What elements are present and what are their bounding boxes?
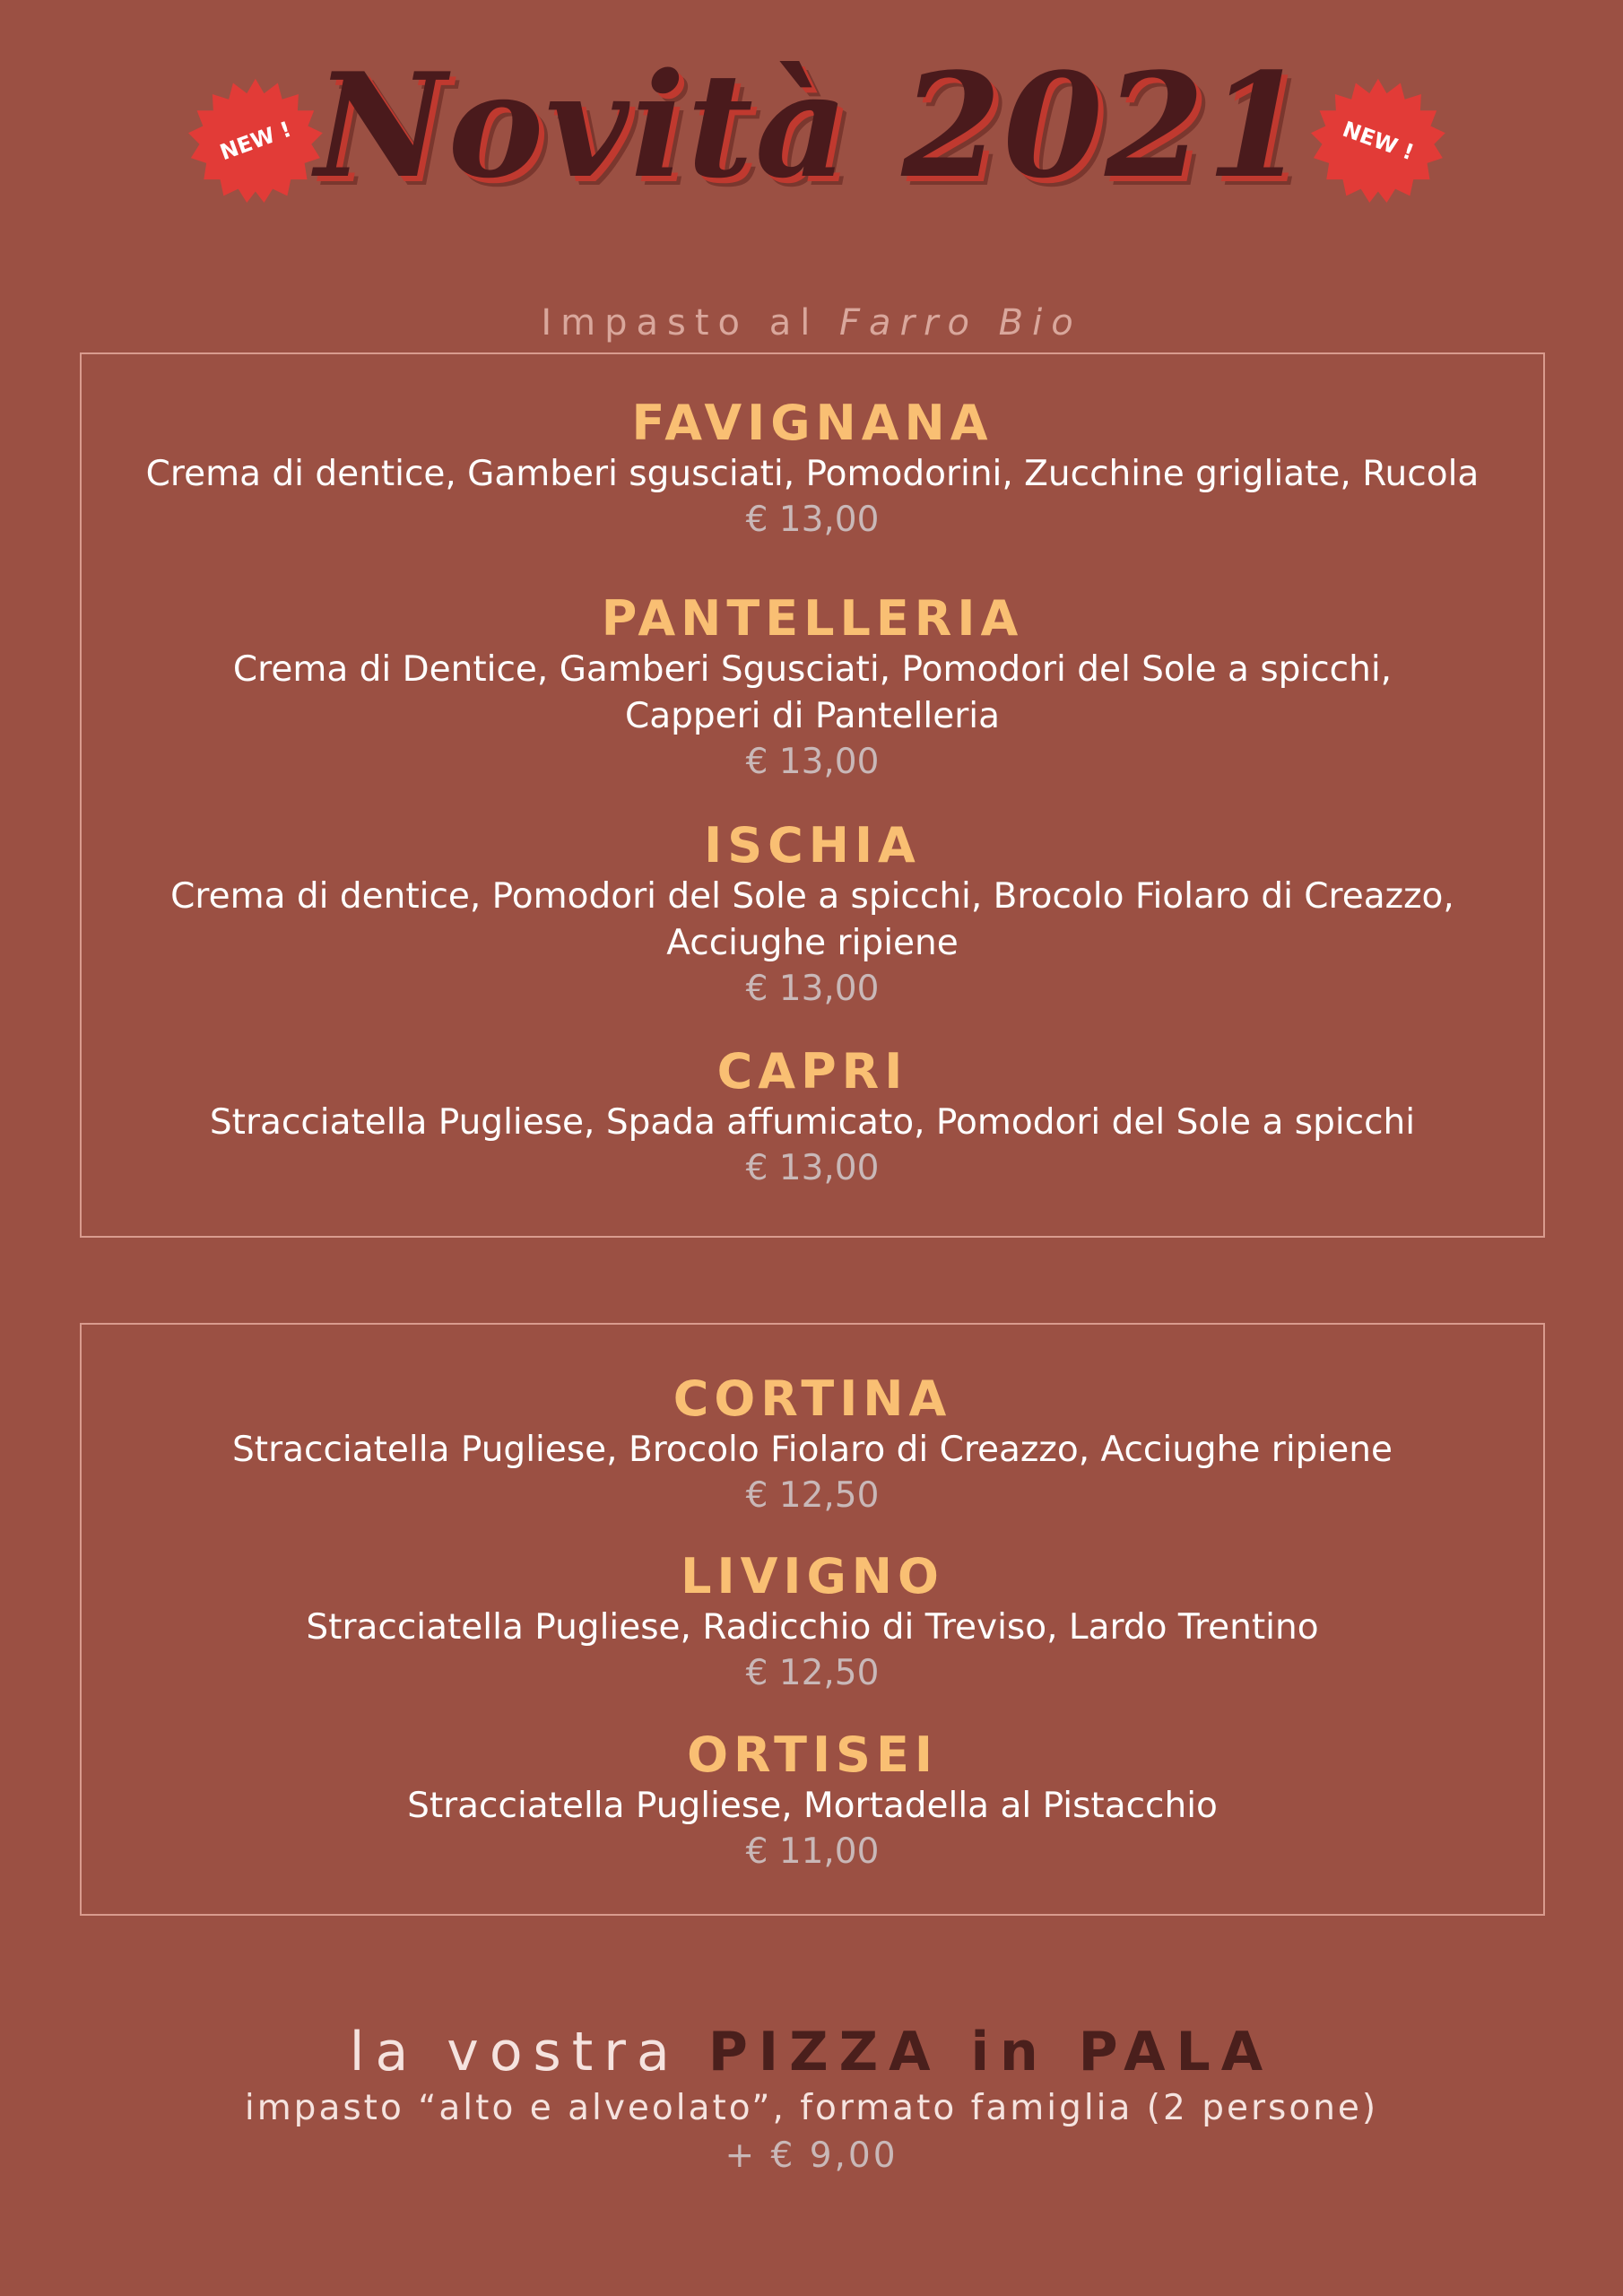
item-description: Stracciatella Pugliese, Spada affumicato, Pomodori del Sole a spicchi [209,1102,1416,1143]
item-description: Crema di dentice, Pomodori del Sole a spicchi, Brocolo Fiolaro di Creazzo, Acciughe ripiene [170,876,1454,963]
badge-label: NEW ! [216,116,295,166]
item-description: Stracciatella Pugliese, Radicchio di Treviso, Lardo Trentino [306,1607,1319,1648]
item-name: ORTISEI [687,1726,938,1783]
heading-strong: PIZZA in PALA [707,2021,1274,2083]
item-description: Crema di dentice, Gamberi sgusciati, Pomodorini, Zucchine grigliate, Rucola [145,454,1480,494]
item-description: Crema di Dentice, Gamberi Sgusciati, Pomodori del Sole a spicchi, Capperi di Pantelleria [232,649,1393,736]
menu-item [82,396,1543,543]
pizza-in-pala-heading [0,2018,1623,2086]
item-name: PANTELLERIA [601,590,1024,647]
subtitle-plain: Impasto al [541,302,840,344]
item-description: Stracciatella Pugliese, Brocolo Fiolaro di Creazzo, Acciughe ripiene [232,1430,1393,1470]
item-description: Stracciatella Pugliese, Mortadella al Pistacchio [407,1786,1218,1826]
menu-box-mountain [80,1323,1545,1916]
pizza-in-pala-price: + € 9,00 [725,2135,898,2176]
menu-item [82,1044,1543,1191]
item-price: € 13,00 [745,1148,880,1188]
subtitle-italic: Farro Bio [839,302,1082,344]
item-price: € 11,00 [745,1831,880,1872]
dough-subtitle [0,298,1623,348]
pizza-in-pala-description: impasto “alto e alveolato”, formato famiglia (2 persone) [244,2088,1379,2128]
menu-box-sea [80,352,1545,1238]
item-price: € 13,00 [745,969,880,1009]
item-name: CAPRI [716,1043,908,1100]
item-price: € 13,00 [745,742,880,782]
menu-item [82,1371,1543,1518]
item-name: LIVIGNO [681,1548,944,1605]
item-price: € 12,50 [745,1653,880,1693]
item-name: CORTINA [673,1370,952,1427]
heading-plain: la vostra [349,2021,708,2083]
menu-item [82,818,1543,1012]
item-name: FAVIGNANA [631,395,994,451]
page-title: Novità 2021 [315,41,1308,210]
menu-item [82,591,1543,785]
menu-item [82,1727,1543,1874]
item-price: € 13,00 [745,500,880,540]
item-name: ISCHIA [704,817,921,874]
menu-item [82,1549,1543,1696]
item-price: € 12,50 [745,1475,880,1516]
badge-label: NEW ! [1339,116,1418,166]
